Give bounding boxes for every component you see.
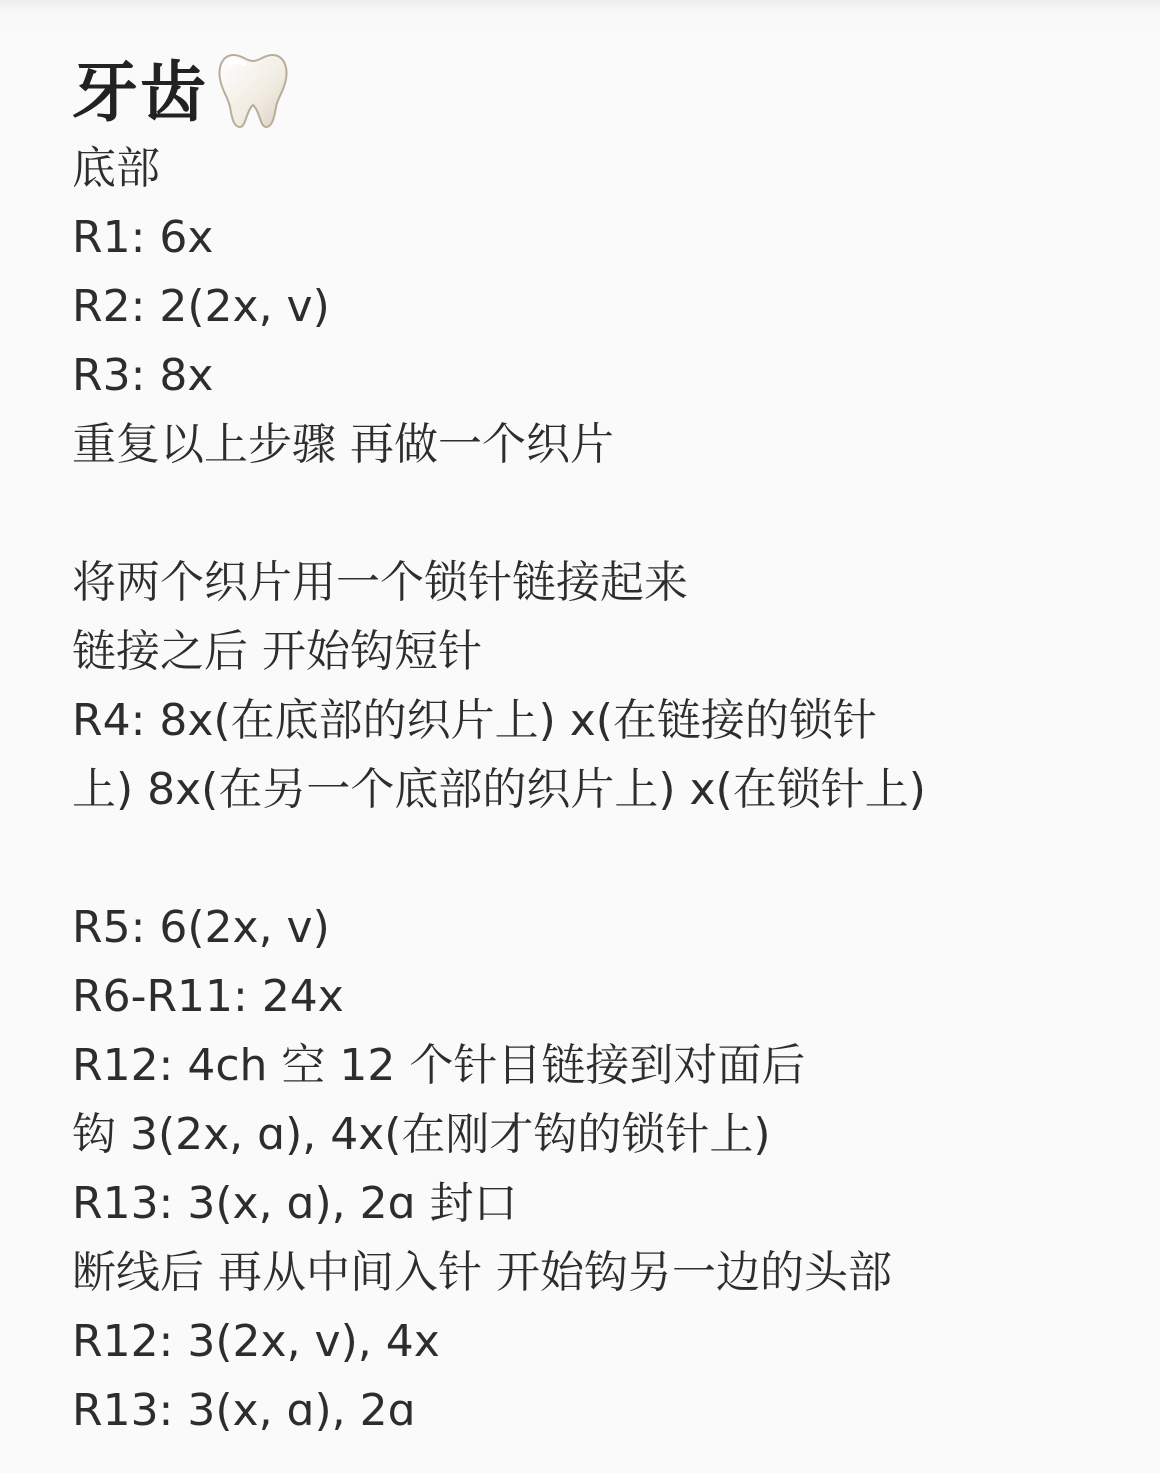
note-body: [72, 38, 1142, 1445]
title-row: [72, 38, 1142, 134]
note-line: R13: 3(x, ɑ), 2ɑ 封口: [72, 1178, 518, 1229]
note-line: 重复以上步骤 再做一个织片: [72, 419, 614, 470]
note-line: R6-R11: 24x: [72, 971, 344, 1022]
note-line: 钩 3(2x, ɑ), 4x(在刚才钩的锁针上): [72, 1109, 771, 1160]
note-line: R13: 3(x, ɑ), 2ɑ: [72, 1385, 416, 1436]
tooth-icon: [216, 49, 290, 129]
note-line: R12: 3(2x, v), 4x: [72, 1316, 440, 1367]
note-line: R1: 6x: [72, 212, 214, 263]
note-title: 牙齿: [72, 53, 208, 131]
note-line: 断线后 再从中间入针 开始钩另一边的头部: [72, 1247, 892, 1298]
blank-line: [72, 824, 1142, 893]
note-line: R12: 4ch 空 12 个针目链接到对面后: [72, 1040, 806, 1091]
note-line: R2: 2(2x, v): [72, 281, 330, 332]
note-line: 底部: [72, 143, 160, 194]
note-line: R4: 8x(在底部的织片上) x(在链接的锁针: [72, 695, 877, 746]
note-line: R5: 6(2x, v): [72, 902, 330, 953]
note-line: 链接之后 开始钩短针: [72, 626, 482, 677]
note-line: R3: 8x: [72, 350, 214, 401]
note-line: 将两个织片用一个锁针链接起来: [72, 557, 688, 608]
note-line: 上) 8x(在另一个底部的织片上) x(在锁针上): [72, 764, 926, 815]
blank-line: [72, 479, 1142, 548]
